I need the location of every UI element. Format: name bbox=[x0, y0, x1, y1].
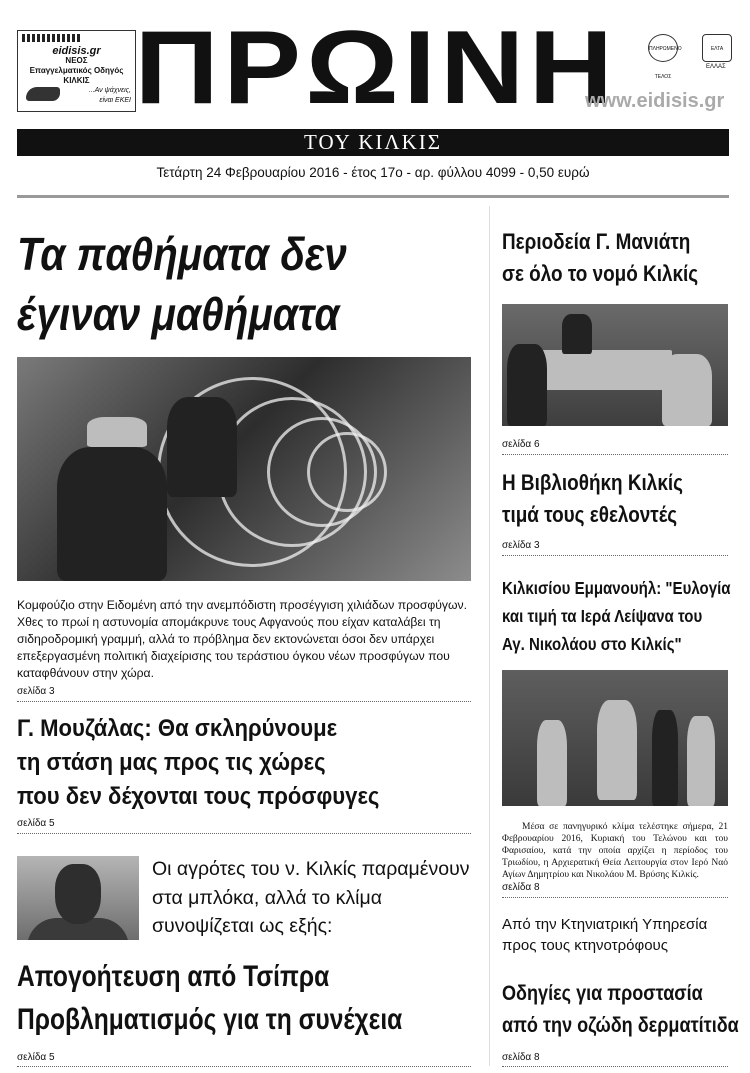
ad-line-kilkis: ΚΙΛΚΙΣ bbox=[63, 76, 90, 85]
relics-line-2: και τιμή τα Ιερά Λείψανα του bbox=[502, 606, 703, 626]
mouzalas-headline[interactable] bbox=[17, 712, 487, 814]
lead-headline-line-2: έγιναν μαθήματα bbox=[17, 288, 340, 340]
farmer-portrait-photo[interactable] bbox=[17, 856, 139, 940]
website-url[interactable]: www.eidisis.gr bbox=[585, 90, 725, 112]
dermatitis-page-ref[interactable]: σελίδα 8 bbox=[502, 1052, 540, 1063]
library-page-ref[interactable]: σελίδα 3 bbox=[502, 540, 540, 551]
refugee-figure bbox=[57, 447, 167, 581]
dateline: Τετάρτη 24 Φεβρουαρίου 2016 - έτος 17ο - αρ. φύλλου 4099 - 0,50 ευρώ bbox=[156, 165, 590, 180]
masthead-divider bbox=[17, 195, 729, 198]
library-line-2: τιμά τους εθελοντές bbox=[502, 502, 678, 527]
maniatis-headline[interactable] bbox=[502, 226, 700, 290]
dermatitis-line-1: Οδηγίες για προστασία bbox=[502, 982, 703, 1005]
library-headline[interactable] bbox=[502, 467, 700, 531]
farmers-headline-line-1: Απογοήτευση από Τσίπρα bbox=[17, 960, 330, 993]
priest-figure bbox=[537, 720, 567, 806]
priest-figure bbox=[687, 716, 715, 806]
church-liturgy-photo[interactable] bbox=[502, 670, 728, 806]
divider bbox=[502, 1066, 728, 1067]
meeting-person bbox=[562, 314, 592, 354]
mouzalas-line-1: Γ. Μουζάλας: Θα σκληρύνουμε bbox=[17, 715, 338, 742]
veterinary-kicker-line-2: προς τους κτηνοτρόφους bbox=[502, 937, 668, 954]
column-divider bbox=[489, 206, 490, 1066]
maniatis-line-2: σε όλο το νομό Κιλκίς bbox=[502, 261, 699, 286]
masthead-title: ΠΡΩΙΝΗ bbox=[134, 10, 618, 126]
bishop-figure bbox=[597, 700, 637, 800]
postage-paid-seal: ΠΛΗΡΩΜΕΝΟ ΤΕΛΟΣ bbox=[648, 34, 678, 62]
divider bbox=[502, 555, 728, 556]
maniatis-meeting-photo[interactable] bbox=[502, 304, 728, 426]
dermatitis-headline[interactable] bbox=[502, 978, 739, 1042]
ad-slogan-2: είναι ΕΚΕΙ bbox=[99, 97, 131, 104]
stamp-label: ΕΛΛΑΣ bbox=[706, 64, 726, 70]
veterinary-kicker bbox=[502, 914, 732, 956]
maniatis-line-1: Περιοδεία Γ. Μανιάτη bbox=[502, 229, 691, 254]
mouzalas-page-ref[interactable]: σελίδα 5 bbox=[17, 818, 55, 829]
shoe-icon bbox=[26, 87, 60, 101]
farmers-intro: Οι αγρότες του ν. Κιλκίς παραμένουν στα μπλόκα, αλλά το κλίμα συνοψίζεται ως εξής: bbox=[152, 858, 470, 937]
divider bbox=[17, 833, 471, 834]
relics-line-3: Αγ. Νικολάου στο Κιλκίς" bbox=[502, 634, 682, 654]
refugee-cap bbox=[87, 417, 147, 447]
ad-line-guide: Επαγγελματικός Οδηγός bbox=[29, 66, 124, 75]
lead-headline[interactable] bbox=[17, 224, 431, 344]
lead-caption: Κομφούζιο στην Ειδομένη από την ανεμπόδιστη προσέγγιση χιλιάδων προσφύγων. Χθες το πρωί η αστυνομία απομάκρυνε τους Αφγανούς που είχαν καταλάβει τη σιδηροδρομική γραμμή, αλλά το πρόβλημα δεν εκτονώνεται όσοι δεν υπάρχει επεξεργασμένη πολιτική διαχείρισης του τεράστιου όγκου νέων προσφύγων που καταφθάνουν στην χώρα. bbox=[17, 598, 468, 680]
portrait-face bbox=[55, 864, 101, 924]
eidisis-ad-box[interactable] bbox=[17, 30, 136, 112]
maniatis-page-ref[interactable]: σελίδα 6 bbox=[502, 439, 540, 450]
refugees-barbed-wire-photo[interactable] bbox=[17, 357, 471, 581]
mouzalas-line-2: τη στάση μας προς τις χώρες bbox=[17, 749, 326, 776]
ad-site-name: eidisis.gr bbox=[52, 45, 101, 57]
mouzalas-line-3: που δεν δέχονται τους πρόσφυγες bbox=[17, 783, 380, 810]
lead-page-ref[interactable]: σελίδα 3 bbox=[17, 686, 55, 697]
meeting-person bbox=[662, 354, 712, 426]
divider bbox=[17, 701, 471, 702]
ad-slogan-1: ...Αν ψάχνεις, bbox=[88, 87, 131, 94]
refugee-figure bbox=[167, 397, 237, 497]
relics-caption: Μέσα σε πανηγυρικό κλίμα τελέστηκε σήμερα, 21 Φεβρουαρίου 2016, Κυριακή του Τελώνου και του Φαρισαίου, κατά την οποία αρχίζει η περίοδος του Τριωδίου, η Αρχιερατική Θεία Λειτουργία στον Ιερό Ναό Αγίων Δημητρίου και Νικολάου Μ. Βρύσης Κιλκίς. bbox=[502, 822, 728, 880]
elta-stamp-icon: ΕΛΤΑ bbox=[702, 34, 732, 62]
divider bbox=[502, 897, 728, 898]
divider bbox=[17, 1066, 471, 1067]
veterinary-kicker-line-1: Από την Κτηνιατρική Υπηρεσία bbox=[502, 916, 708, 933]
farmers-page-ref[interactable]: σελίδα 5 bbox=[17, 1052, 55, 1063]
priest-figure bbox=[652, 710, 678, 806]
dermatitis-line-2: από την οζώδη δερματίτιδα bbox=[502, 1014, 739, 1037]
relics-line-1: Κιλκισίου Εμμανουήλ: "Ευλογία bbox=[502, 578, 731, 598]
farmers-headline-line-2: Προβληματισμός για τη συνέχεια bbox=[17, 1003, 403, 1036]
razor-wire-coil bbox=[307, 432, 387, 512]
library-line-1: Η Βιβλιοθήκη Κιλκίς bbox=[502, 470, 683, 495]
divider bbox=[502, 454, 728, 455]
ad-line-new: ΝΕΟΣ bbox=[65, 56, 88, 65]
meeting-table bbox=[542, 350, 672, 390]
lead-headline-line-1: Τα παθήματα δεν bbox=[17, 228, 347, 280]
meeting-person bbox=[507, 344, 547, 426]
relics-headline[interactable] bbox=[502, 574, 731, 658]
farmers-headline[interactable] bbox=[17, 955, 402, 1041]
ad-stripes-decoration bbox=[22, 34, 82, 42]
relics-page-ref[interactable]: σελίδα 8 bbox=[502, 882, 540, 893]
masthead-subtitle: ΤΟΥ ΚΙΛΚΙΣ bbox=[17, 129, 729, 156]
